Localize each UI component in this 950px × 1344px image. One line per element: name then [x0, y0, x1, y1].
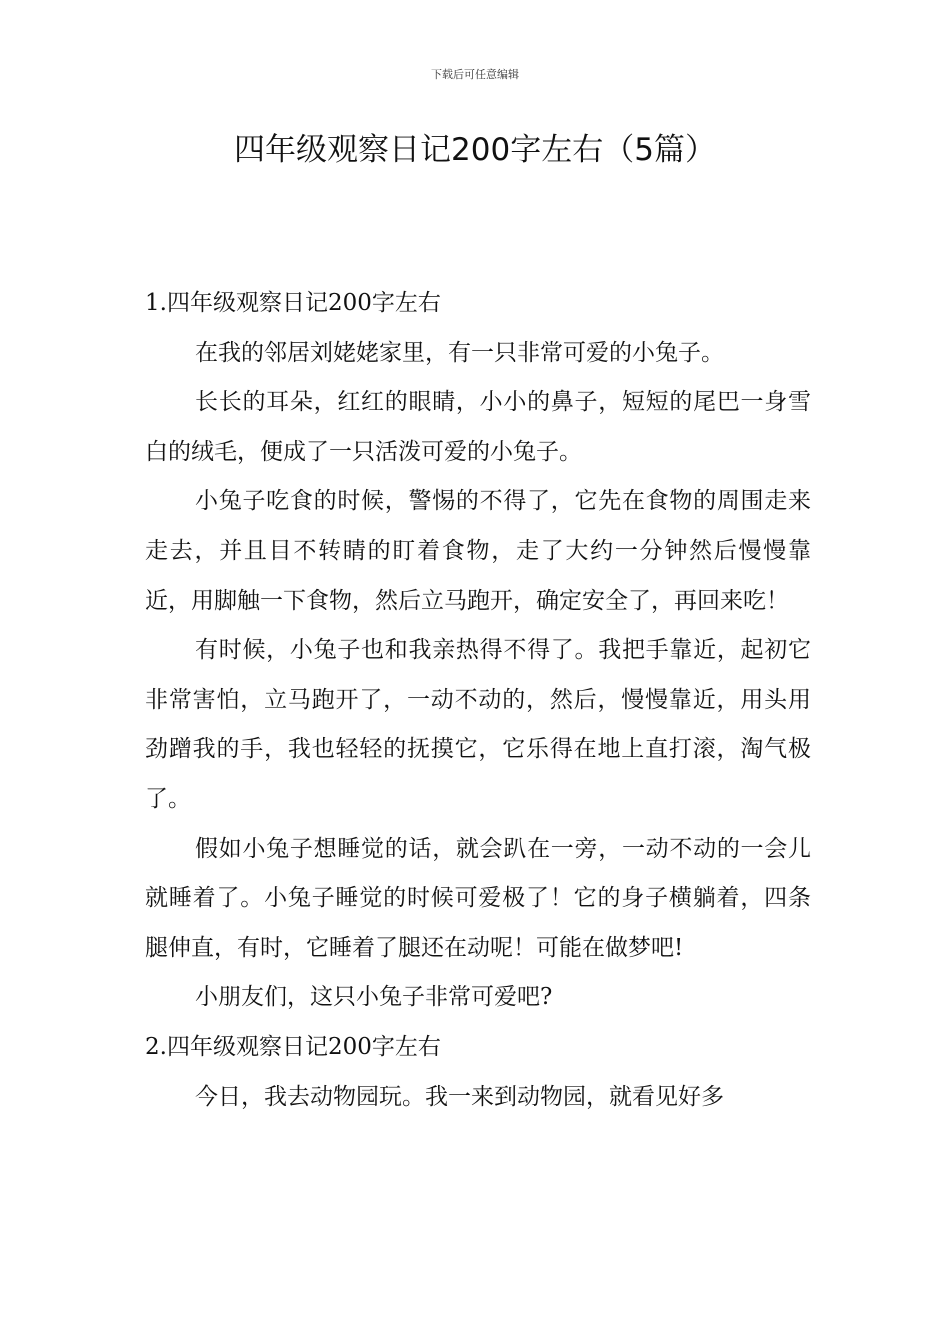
- paragraph: 长长的耳朵，红红的眼睛，小小的鼻子，短短的尾巴一身雪白的绒毛，便成了一只活泼可爱的小兔子。: [145, 389, 811, 465]
- paragraph: 有时候，小兔子也和我亲热得不得了。我把手靠近，起初它非常害怕，立马跑开了，一动不动的，然后，慢慢靠近，用头用劲蹭我的手，我也轻轻的抚摸它，它乐得在地上直打滚，淘气极了。: [145, 637, 811, 812]
- paragraph: 在我的邻居刘姥姥家里，有一只非常可爱的小兔子。: [195, 339, 724, 366]
- section-heading: 1.四年级观察日记200字左右: [145, 290, 441, 316]
- paragraph: 假如小兔子想睡觉的话，就会趴在一旁，一动不动的一会儿就睡着了。小兔子睡觉的时候可爱极了！它的身子横躺着，四条腿伸直，有时，它睡着了腿还在动呢！可能在做梦吧!: [145, 835, 811, 961]
- header-note: 下载后可任意编辑: [431, 68, 519, 81]
- paragraph: 小兔子吃食的时候，警惕的不得了，它先在食物的周围走来走去，并且目不转睛的盯着食物，走了大约一分钟然后慢慢靠近，用脚触一下食物，然后立马跑开，确定安全了，再回来吃！: [145, 488, 811, 614]
- paragraph: 小朋友们，这只小兔子非常可爱吧?: [195, 984, 553, 1011]
- paragraph: 今日，我去动物园玩。我一来到动物园，就看见好多: [195, 1083, 724, 1110]
- section-heading: 2.四年级观察日记200字左右: [145, 1033, 441, 1060]
- document-title: 四年级观察日记200字左右（5篇）: [234, 132, 716, 168]
- document-body: [145, 279, 811, 1122]
